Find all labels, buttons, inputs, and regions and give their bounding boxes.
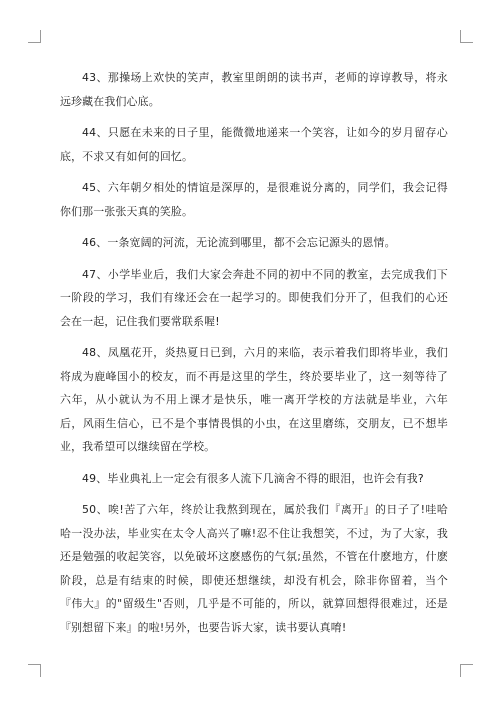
paragraph-46: 46、一条宽阔的河流，无论流到哪里，都不会忘记源头的恩情。 [82, 236, 396, 249]
paragraph-47: 47、小学毕业后，我们大家会奔赴不同的初中不同的教室，去完成我们下一阶段的学习，我们有缘还会在一起学习的。即使我们分开了，但我们的心还会在一起，记住我们要常联系喔! [60, 267, 448, 328]
paragraph-44: 44、只愿在未来的日子里，能微微地递来一个笑容，让如今的岁月留存心底，不求又有如何的回忆。 [60, 126, 448, 163]
paragraph-43: 43、那操场上欢快的笑声，教室里朗朗的读书声，老师的谆谆教导，将永远珍藏在我们心底。 [60, 71, 448, 108]
corner-mark-bottom-left [28, 664, 41, 677]
corner-mark-bottom-right [460, 664, 473, 677]
document-body [60, 66, 448, 647]
paragraph-48: 48、凤凰花开，炎热夏日已到，六月的来临，表示着我们即将毕业，我们将成为鹿峰国小的校友，而不再是这里的学生，终於要毕业了，这一刻等待了六年，从小就认为不用上课才是快乐，唯一离开学校的方法就是毕业，六年后，风雨生信心，已不是个事情畏惧的小虫，在这里磨练，交朋友，已不想毕业，我希望可以继续留在学校。 [60, 346, 448, 453]
paragraph-49: 49、毕业典礼上一定会有很多人流下几滴舍不得的眼泪，也许会有我? [82, 471, 424, 485]
paragraph-45: 45、六年朝夕相处的情谊是深厚的，是很难说分离的，同学们，我会记得你们那一张张天真的笑脸。 [60, 181, 448, 218]
corner-mark-top-right [460, 30, 473, 43]
corner-mark-top-left [28, 30, 41, 43]
paragraph-50: 50、唉!苦了六年，终於让我熬到现在，属於我们『离开』的日子了!哇哈哈一没办法，毕业实在太令人高兴了嘛!忍不住让我想笑，不过，为了大家，我还是勉强的收起笑容，以免破坏这麽感伤的气氛;虽然，不管在什麽地方，什麽阶段，总是有结束的时候，即使还想继续，却没有机会，除非你留着，当个『伟大』的"留级生"否则，几乎是不可能的，所以，就算回想得很难过，还是『别想留下来』的啦!另外，也要告诉大家，读书要认真唷! [60, 503, 448, 634]
